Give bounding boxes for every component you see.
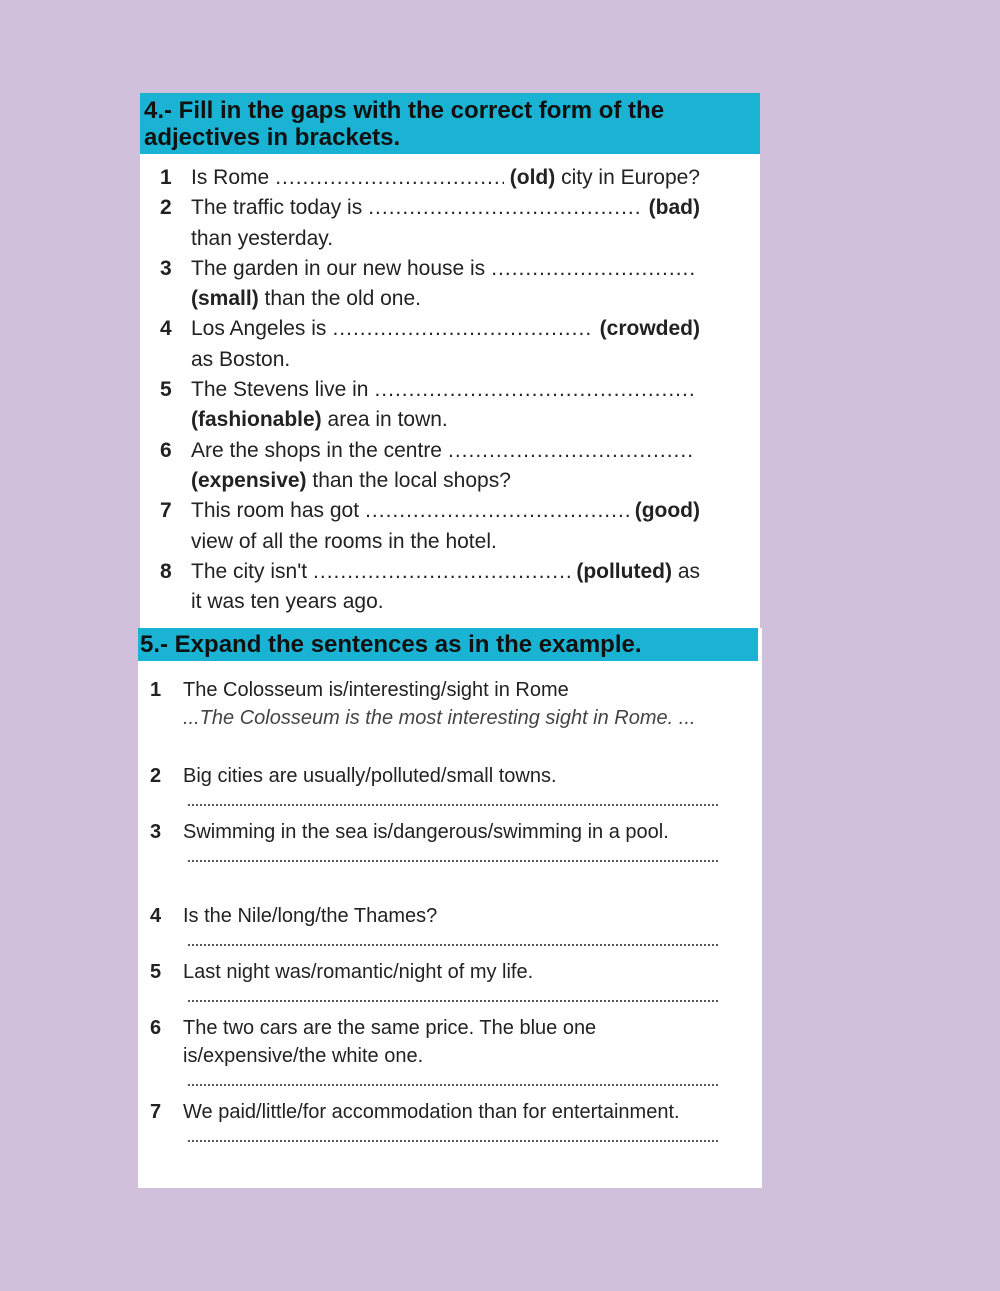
answer-gap[interactable] (275, 163, 504, 193)
list-item (150, 1014, 720, 1098)
list-item (160, 163, 700, 193)
item-text: The garden in our new house is (191, 256, 486, 280)
list-item (160, 375, 700, 405)
item-adjective: (fashionable) (191, 408, 322, 432)
list-item (160, 496, 700, 526)
item-adjective: (old) (509, 166, 556, 189)
exercise-5-panel (138, 628, 762, 1188)
answer-gap[interactable] (313, 557, 570, 587)
answer-line[interactable] (188, 846, 718, 862)
list-item (150, 958, 720, 1014)
item-adjective: (good) (634, 499, 700, 523)
exercise-4-panel (140, 93, 760, 631)
item-number: 5 (160, 378, 172, 402)
exercise-4-title: 4.- Fill in the gaps with the correct form of the adjectives in brackets. (140, 93, 760, 154)
item-text: than the old one. (264, 287, 421, 311)
item-text: than yesterday. (191, 226, 334, 250)
item-text: The Stevens live in (191, 378, 369, 402)
item-text: area in town. (327, 408, 448, 432)
item-text: The city isn't (191, 559, 308, 583)
item-text: Is the Nile/long/the Thames? (183, 905, 438, 927)
item-text: The Colosseum is/interesting/sight in Rome (183, 679, 569, 701)
item-text: This room has got (191, 499, 360, 523)
list-item (150, 676, 720, 762)
item-number: 2 (160, 196, 172, 220)
item-adjective: (polluted) (576, 559, 672, 583)
item-adjective: (small) (191, 287, 259, 311)
item-number: 6 (160, 438, 172, 462)
exercise-5-list (150, 676, 720, 1182)
item-text: The two cars are the same price. The blue one is/expensive/the white one. (183, 1017, 597, 1067)
answer-line[interactable] (188, 986, 718, 1002)
answer-line[interactable] (188, 790, 718, 806)
list-item (160, 557, 700, 587)
answer-gap[interactable] (365, 496, 629, 526)
list-item (150, 902, 720, 958)
item-text: We paid/little/for accommodation than for entertainment. (183, 1101, 680, 1123)
list-item (150, 762, 720, 818)
exercise-4-list (160, 163, 700, 617)
item-text: as (677, 559, 700, 583)
item-number: 4 (150, 905, 162, 927)
answer-gap[interactable] (332, 314, 593, 344)
list-item (160, 436, 700, 466)
item-number: 7 (150, 1101, 162, 1123)
item-number: 6 (150, 1017, 162, 1039)
answer-gap[interactable] (448, 436, 694, 466)
item-number: 7 (160, 499, 172, 523)
item-text: Los Angeles is (191, 317, 327, 341)
answer-gap[interactable] (374, 375, 694, 405)
item-text: city in Europe? (561, 166, 700, 189)
item-text: as Boston. (191, 347, 291, 371)
answer-line[interactable] (188, 1126, 718, 1142)
list-item (150, 1098, 720, 1182)
answer-gap[interactable] (491, 254, 694, 284)
item-number: 2 (150, 765, 162, 787)
exercise-5-title: 5.- Expand the sentences as in the example. (138, 628, 758, 661)
item-text: The traffic today is (191, 196, 363, 220)
item-adjective: (expensive) (191, 468, 307, 492)
list-item (160, 193, 700, 223)
item-number: 1 (160, 166, 172, 189)
item-number: 4 (160, 317, 172, 341)
list-item (160, 254, 700, 284)
answer-line[interactable] (188, 930, 718, 946)
item-number: 3 (150, 821, 162, 843)
item-adjective: (bad) (648, 196, 700, 220)
answer-gap[interactable] (368, 193, 642, 223)
item-number: 8 (160, 559, 172, 583)
item-text: than the local shops? (312, 468, 511, 492)
item-text: it was ten years ago. (191, 590, 384, 614)
item-number: 5 (150, 961, 162, 983)
item-adjective: (crowded) (599, 317, 700, 341)
item-number: 3 (160, 256, 172, 280)
example-answer: ...The Colosseum is the most interesting sight in Rome. ... (183, 707, 696, 729)
item-text: Swimming in the sea is/dangerous/swimming in a pool. (183, 821, 669, 843)
list-item (150, 818, 720, 902)
list-item (160, 314, 700, 344)
answer-line[interactable] (188, 1070, 718, 1086)
item-text: Are the shops in the centre (191, 438, 442, 462)
item-number: 1 (150, 679, 162, 701)
item-text: Last night was/romantic/night of my life. (183, 961, 534, 983)
item-text: Big cities are usually/polluted/small towns. (183, 765, 557, 787)
item-text: view of all the rooms in the hotel. (191, 529, 497, 553)
item-text: Is Rome (191, 166, 270, 189)
